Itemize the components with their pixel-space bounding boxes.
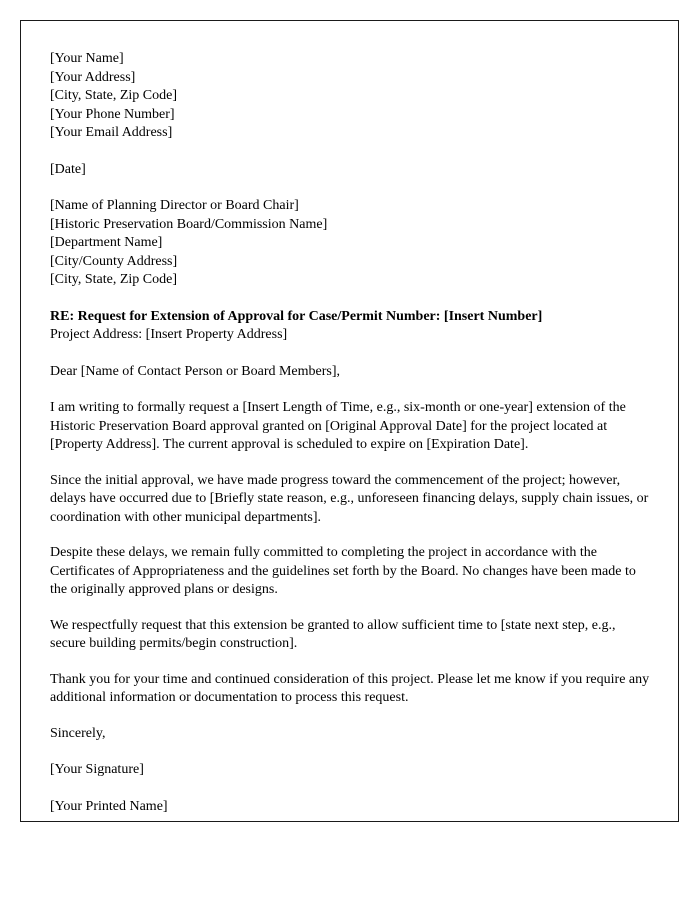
sender-block (50, 50, 650, 143)
subject-block (50, 308, 650, 345)
recipient-board: [Historic Preservation Board/Commission Name] (50, 216, 328, 232)
recipient-block (50, 197, 650, 290)
recipient-address: [City/County Address] (50, 253, 178, 269)
body-paragraph-3: Despite these delays, we remain fully committed to completing the project in accordance with the Certificates of Appropriateness and the guidelines set forth by the Board. No changes have been made to the originally approved plans or designs. (50, 545, 636, 597)
salutation-line: Dear [Name of Contact Person or Board Members], (50, 363, 341, 379)
salutation (50, 363, 650, 382)
body-paragraph-4: We respectfully request that this extension be granted to allow sufficient time to [state next step, e.g., secure building permits/begin construction]. (50, 617, 616, 651)
sender-address: [Your Address] (50, 69, 136, 85)
sender-city-state-zip: [City, State, Zip Code] (50, 88, 178, 103)
project-address-line: Project Address: [Insert Property Address] (50, 327, 288, 342)
letter-content (21, 21, 678, 816)
body-paragraph-5: Thank you for your time and continued consideration of this project. Please let me know if you require any additional information or documentation to process this request. (50, 671, 650, 705)
sender-phone: [Your Phone Number] (50, 106, 175, 122)
printed-name-block (50, 798, 650, 817)
body-paragraph-2: Since the initial approval, we have made progress toward the commencement of the project; however, delays have occurred due to [Briefly state reason, e.g., unforeseen financing delays, supply chain issues, or coordination with other municipal departments]. (50, 472, 649, 525)
signature-placeholder: [Your Signature] (50, 762, 144, 777)
sender-name: [Your Name] (50, 51, 124, 66)
printed-name-placeholder: [Your Printed Name] (50, 798, 168, 814)
closing-line: Sincerely, (50, 725, 106, 741)
sender-email: [Your Email Address] (50, 125, 173, 140)
signature-block (50, 761, 650, 780)
recipient-city-state-zip: [City, State, Zip Code] (50, 272, 178, 287)
letter-page (20, 20, 679, 822)
date-line (50, 161, 650, 180)
closing (50, 725, 650, 744)
body-paragraph-1: I am writing to formally request a [Insert Length of Time, e.g., six-month or one-year] extension of the Historic Preservation Board approval granted on [Original Approval Date] for the project located at [Property Address]. The current approval is scheduled to expire on [Expiration Date]. (50, 400, 626, 452)
recipient-director: [Name of Planning Director or Board Chair] (50, 198, 299, 213)
subject-line: RE: Request for Extension of Approval for Case/Permit Number: [Insert Number] (50, 308, 543, 324)
date-placeholder: [Date] (50, 161, 86, 177)
recipient-department: [Department Name] (50, 235, 163, 250)
